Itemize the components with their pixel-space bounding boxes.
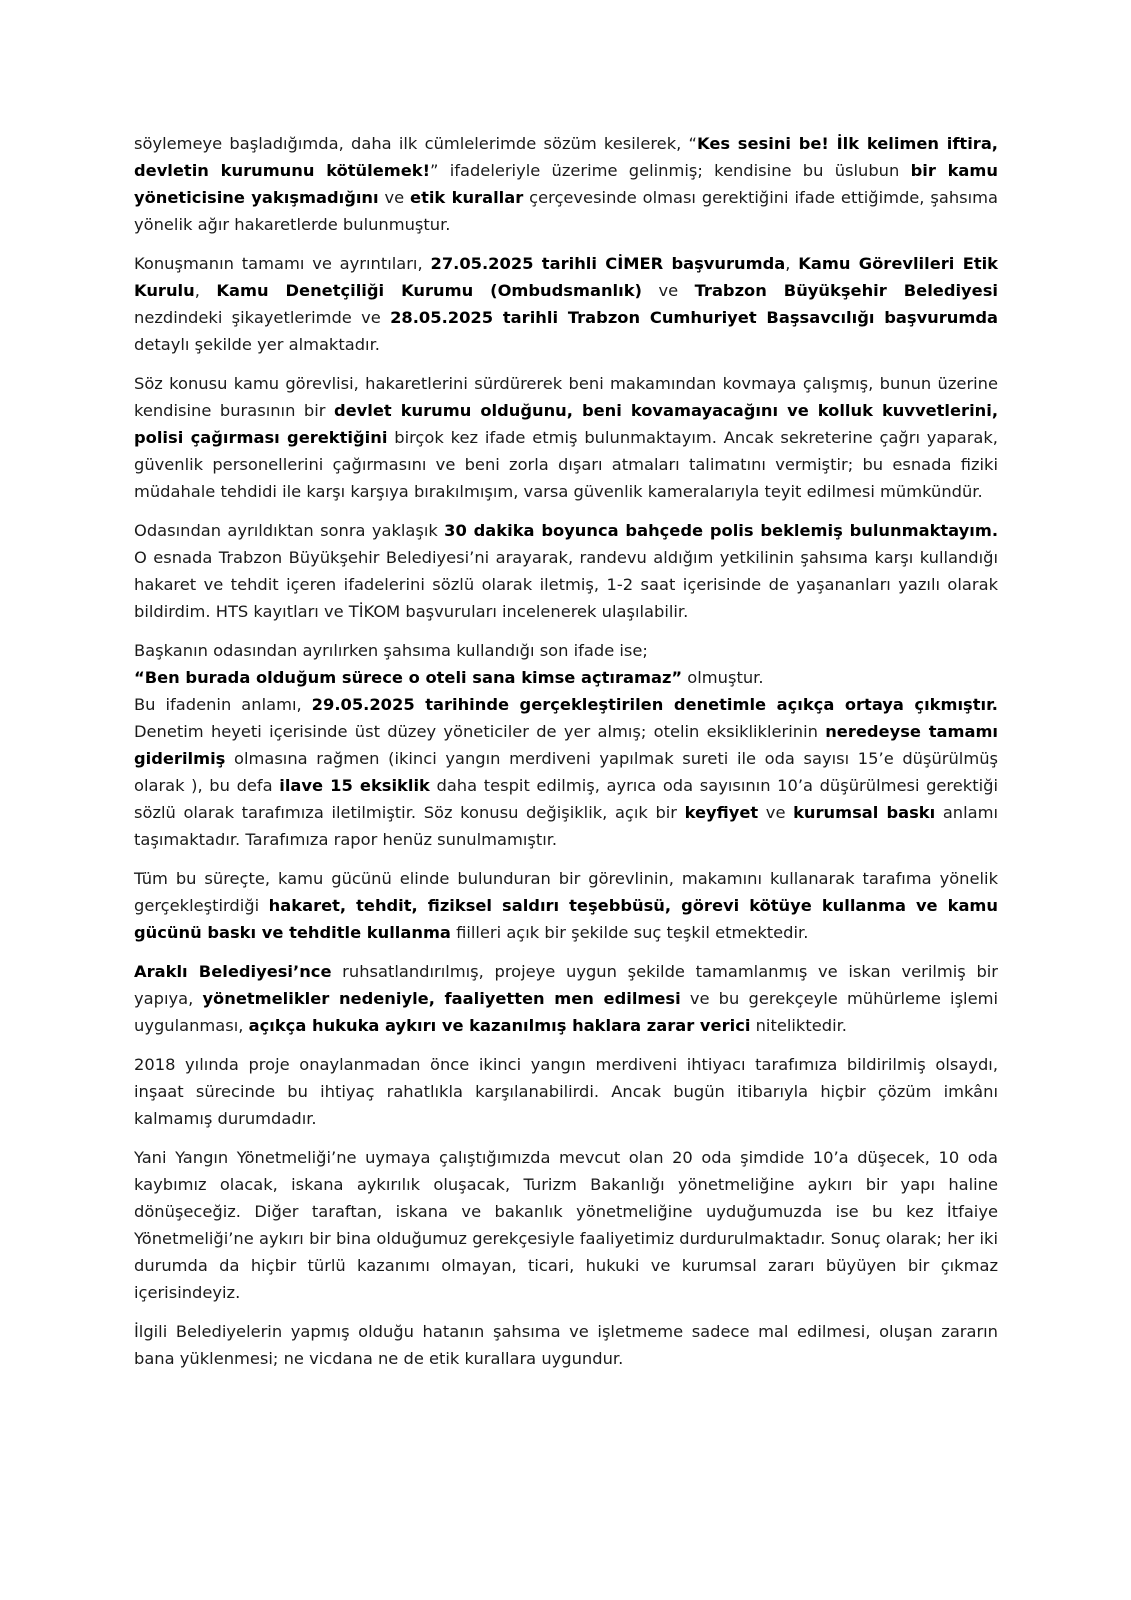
bold-text-run: bir kamu yöneticisine yakışmadığını <box>134 161 998 207</box>
bold-text-run: açıkça hukuka aykırı ve kazanılmış haklara zarar verici <box>248 1016 751 1035</box>
text-run: 2018 yılında proje onaylanmadan önce ikinci yangın merdiveni ihtiyacı tarafımıza bildirilmiş olsaydı, inşaat sürecinde bu ihtiyaç rahatlıkla karşılanabilirdi. Ancak bugün itibarıyla hiçbir çözüm imkânı kalmamış durumdadır. <box>134 1055 998 1128</box>
text-run: olmasına rağmen (ikinci yangın merdiveni yapılmak sureti ile oda sayısı 15’e düşürülmüş olarak ), bu defa <box>134 749 998 795</box>
paragraph-licensing <box>134 958 998 1039</box>
bold-text-run: “Ben burada olduğum sürece o oteli sana kimse açtıramaz” <box>134 668 683 687</box>
final-statement-inspection <box>134 691 998 853</box>
bold-text-run: Trabzon Büyükşehir Belediyesi <box>694 281 998 300</box>
text-run: çerçevesinde olması gerektiğini ifade ettiğimde, şahsıma yönelik ağır hakaretlerde bulunmuştur. <box>134 188 998 234</box>
text-run: ruhsatlandırılmış, projeye uygun şekilde tamamlanmış ve iskan verilmiş bir yapıya, <box>134 962 998 1008</box>
text-run: detaylı şekilde yer almaktadır. <box>134 335 380 354</box>
text-run: , <box>785 254 799 273</box>
text-run: Söz konusu kamu görevlisi, hakaretlerini sürdürerek beni makamından kovmaya çalışmış, bunun üzerine kendisine burasının bir <box>134 374 998 420</box>
text-run: Başkanın odasından ayrılırken şahsıma kullandığı son ifade ise; <box>134 641 648 660</box>
bold-text-run: Kes sesini be! İlk kelimen iftira, devletin kurumunu kötülemek! <box>134 134 998 180</box>
text-run: O esnada Trabzon Büyükşehir Belediyesi’ni arayarak, randevu aldığım yetkilinin şahsıma karşı kullandığı hakaret ve tehdit içeren ifadelerini sözlü olarak iletmiş, 1-2 saat içerisinde de yaşananları yazılı olarak bildirdim. HTS kayıtları ve TİKOM başvuruları incelenerek ulaşılabilir. <box>134 548 998 621</box>
text-run: Bu ifadenin anlamı, <box>134 695 312 714</box>
bold-text-run: yönetmelikler nedeniyle, faaliyetten men edilmesi <box>202 989 681 1008</box>
paragraph-eviction-attempt <box>134 370 998 505</box>
text-run: daha tespit edilmiş, ayrıca oda sayısının 10’a düşürülmesi gerektiği sözlü olarak tarafımıza iletilmiştir. Söz konusu değişiklik, açık bir <box>134 776 998 822</box>
text-run: Yani Yangın Yönetmeliği’ne uymaya çalıştığımızda mevcut olan 20 oda şimdide 10’a düşecek, 10 oda kaybımız olacak, iskana aykırılık oluşacak, Turizm Bakanlığı yönetmeliğine aykırı bir yapı haline dönüşeceğiz. Diğer taraftan, iskana ve bakanlık yönetmeliğine uyduğumuzda ise bu kez İtfaiye Yönetmeliği’ne aykırı bir bina olduğumuz gerekçesiyle faaliyetimiz durdurulmaktadır. Sonuç olarak; her iki durumda da hiçbir türlü kazanımı olmayan, ticari, hukuki ve kurumsal zararı büyüyen bir çıkmaz içerisindeyiz. <box>134 1148 998 1302</box>
text-run: Tüm bu süreçte, kamu gücünü elinde bulunduran bir görevlinin, makamını kullanarak tarafıma yönelik gerçekleştirdiği <box>134 869 998 915</box>
bold-text-run: 30 dakika boyunca bahçede polis beklemiş bulunmaktayım. <box>444 521 999 540</box>
bold-text-run: 29.05.2025 tarihinde gerçekleştirilen denetimle açıkça ortaya çıkmıştır. <box>311 695 998 714</box>
text-run: nezdindeki şikayetlerimde ve <box>134 308 391 327</box>
text-run: fiilleri açık bir şekilde suç teşkil etmektedir. <box>450 923 809 942</box>
text-run: anlamı taşımaktadır. Tarafımıza rapor henüz sunulmamıştır. <box>134 803 999 849</box>
bold-text-run: kurumsal baskı <box>793 803 936 822</box>
bold-text-run: Kamu Görevlileri Etik Kurulu <box>134 254 999 300</box>
final-statement-quote <box>134 664 998 691</box>
final-statement-intro <box>134 637 998 664</box>
bold-text-run: keyfiyet <box>684 803 759 822</box>
text-run: söylemeye başladığımda, daha ilk cümlelerimde sözüm kesilerek, “ <box>134 134 697 153</box>
paragraph-offences <box>134 865 998 946</box>
text-run: ” ifadeleriyle üzerime gelinmiş; kendisine bu üslubun <box>430 161 911 180</box>
text-run: birçok kez ifade etmiş bulunmaktayım. Ancak sekreterine çağrı yaparak, güvenlik personellerini çağırmasını ve beni zorla dışarı atmaları talimatını vermiştir; bu esnada fiziki müdahale tehdidi ile karşı karşıya bırakılmışım, varsa güvenlik kameralarıyla teyit edilmesi mümkündür. <box>134 428 998 501</box>
paragraph-final-statement <box>134 637 998 853</box>
bold-text-run: 27.05.2025 tarihli CİMER başvurumda <box>430 254 786 273</box>
text-run: Konuşmanın tamamı ve ayrıntıları, <box>134 254 431 273</box>
document-page <box>134 130 998 1372</box>
bold-text-run: Araklı Belediyesi’nce <box>134 962 332 981</box>
paragraph-dilemma <box>134 1144 998 1306</box>
text-run: ve <box>758 803 794 822</box>
text-run: ve <box>378 188 411 207</box>
text-run: ve bu gerekçeyle mühürleme işlemi uygulanması, <box>134 989 998 1035</box>
text-run: İlgili Belediyelerin yapmış olduğu hatanın şahsıma ve işletmeme sadece mal edilmesi, oluşan zararın bana yüklenmesi; ne vicdana ne de etik kurallara uygundur. <box>134 1322 998 1368</box>
bold-text-run: etik kurallar <box>410 188 524 207</box>
bold-text-run: neredeyse tamamı giderilmiş <box>134 722 998 768</box>
paragraph-complaints <box>134 250 998 358</box>
bold-text-run: Kamu Denetçiliği Kurumu (Ombudsmanlık) <box>216 281 642 300</box>
text-run: olmuştur. <box>682 668 764 687</box>
text-run: Odasından ayrıldıktan sonra yaklaşık <box>134 521 445 540</box>
paragraph-police-wait <box>134 517 998 625</box>
text-run: niteliktedir. <box>750 1016 847 1035</box>
paragraph-insult-incident <box>134 130 998 238</box>
bold-text-run: ilave 15 eksiklik <box>279 776 430 795</box>
bold-text-run: hakaret, tehdit, fiziksel saldırı teşebbüsü, görevi kötüye kullanma ve kamu gücünü baskı ve tehditle kullanma <box>134 896 998 942</box>
paragraph-conclusion <box>134 1318 998 1372</box>
text-run: , <box>194 281 217 300</box>
text-run: ve <box>641 281 695 300</box>
bold-text-run: devlet kurumu olduğunu, beni kovamayacağını ve kolluk kuvvetlerini, polisi çağırması gerektiğini <box>134 401 999 447</box>
text-run: Denetim heyeti içerisinde üst düzey yöneticiler de yer almış; otelin eksikliklerinin <box>134 722 826 741</box>
paragraph-2018-project <box>134 1051 998 1132</box>
bold-text-run: 28.05.2025 tarihli Trabzon Cumhuriyet Başsavcılığı başvurumda <box>390 308 999 327</box>
